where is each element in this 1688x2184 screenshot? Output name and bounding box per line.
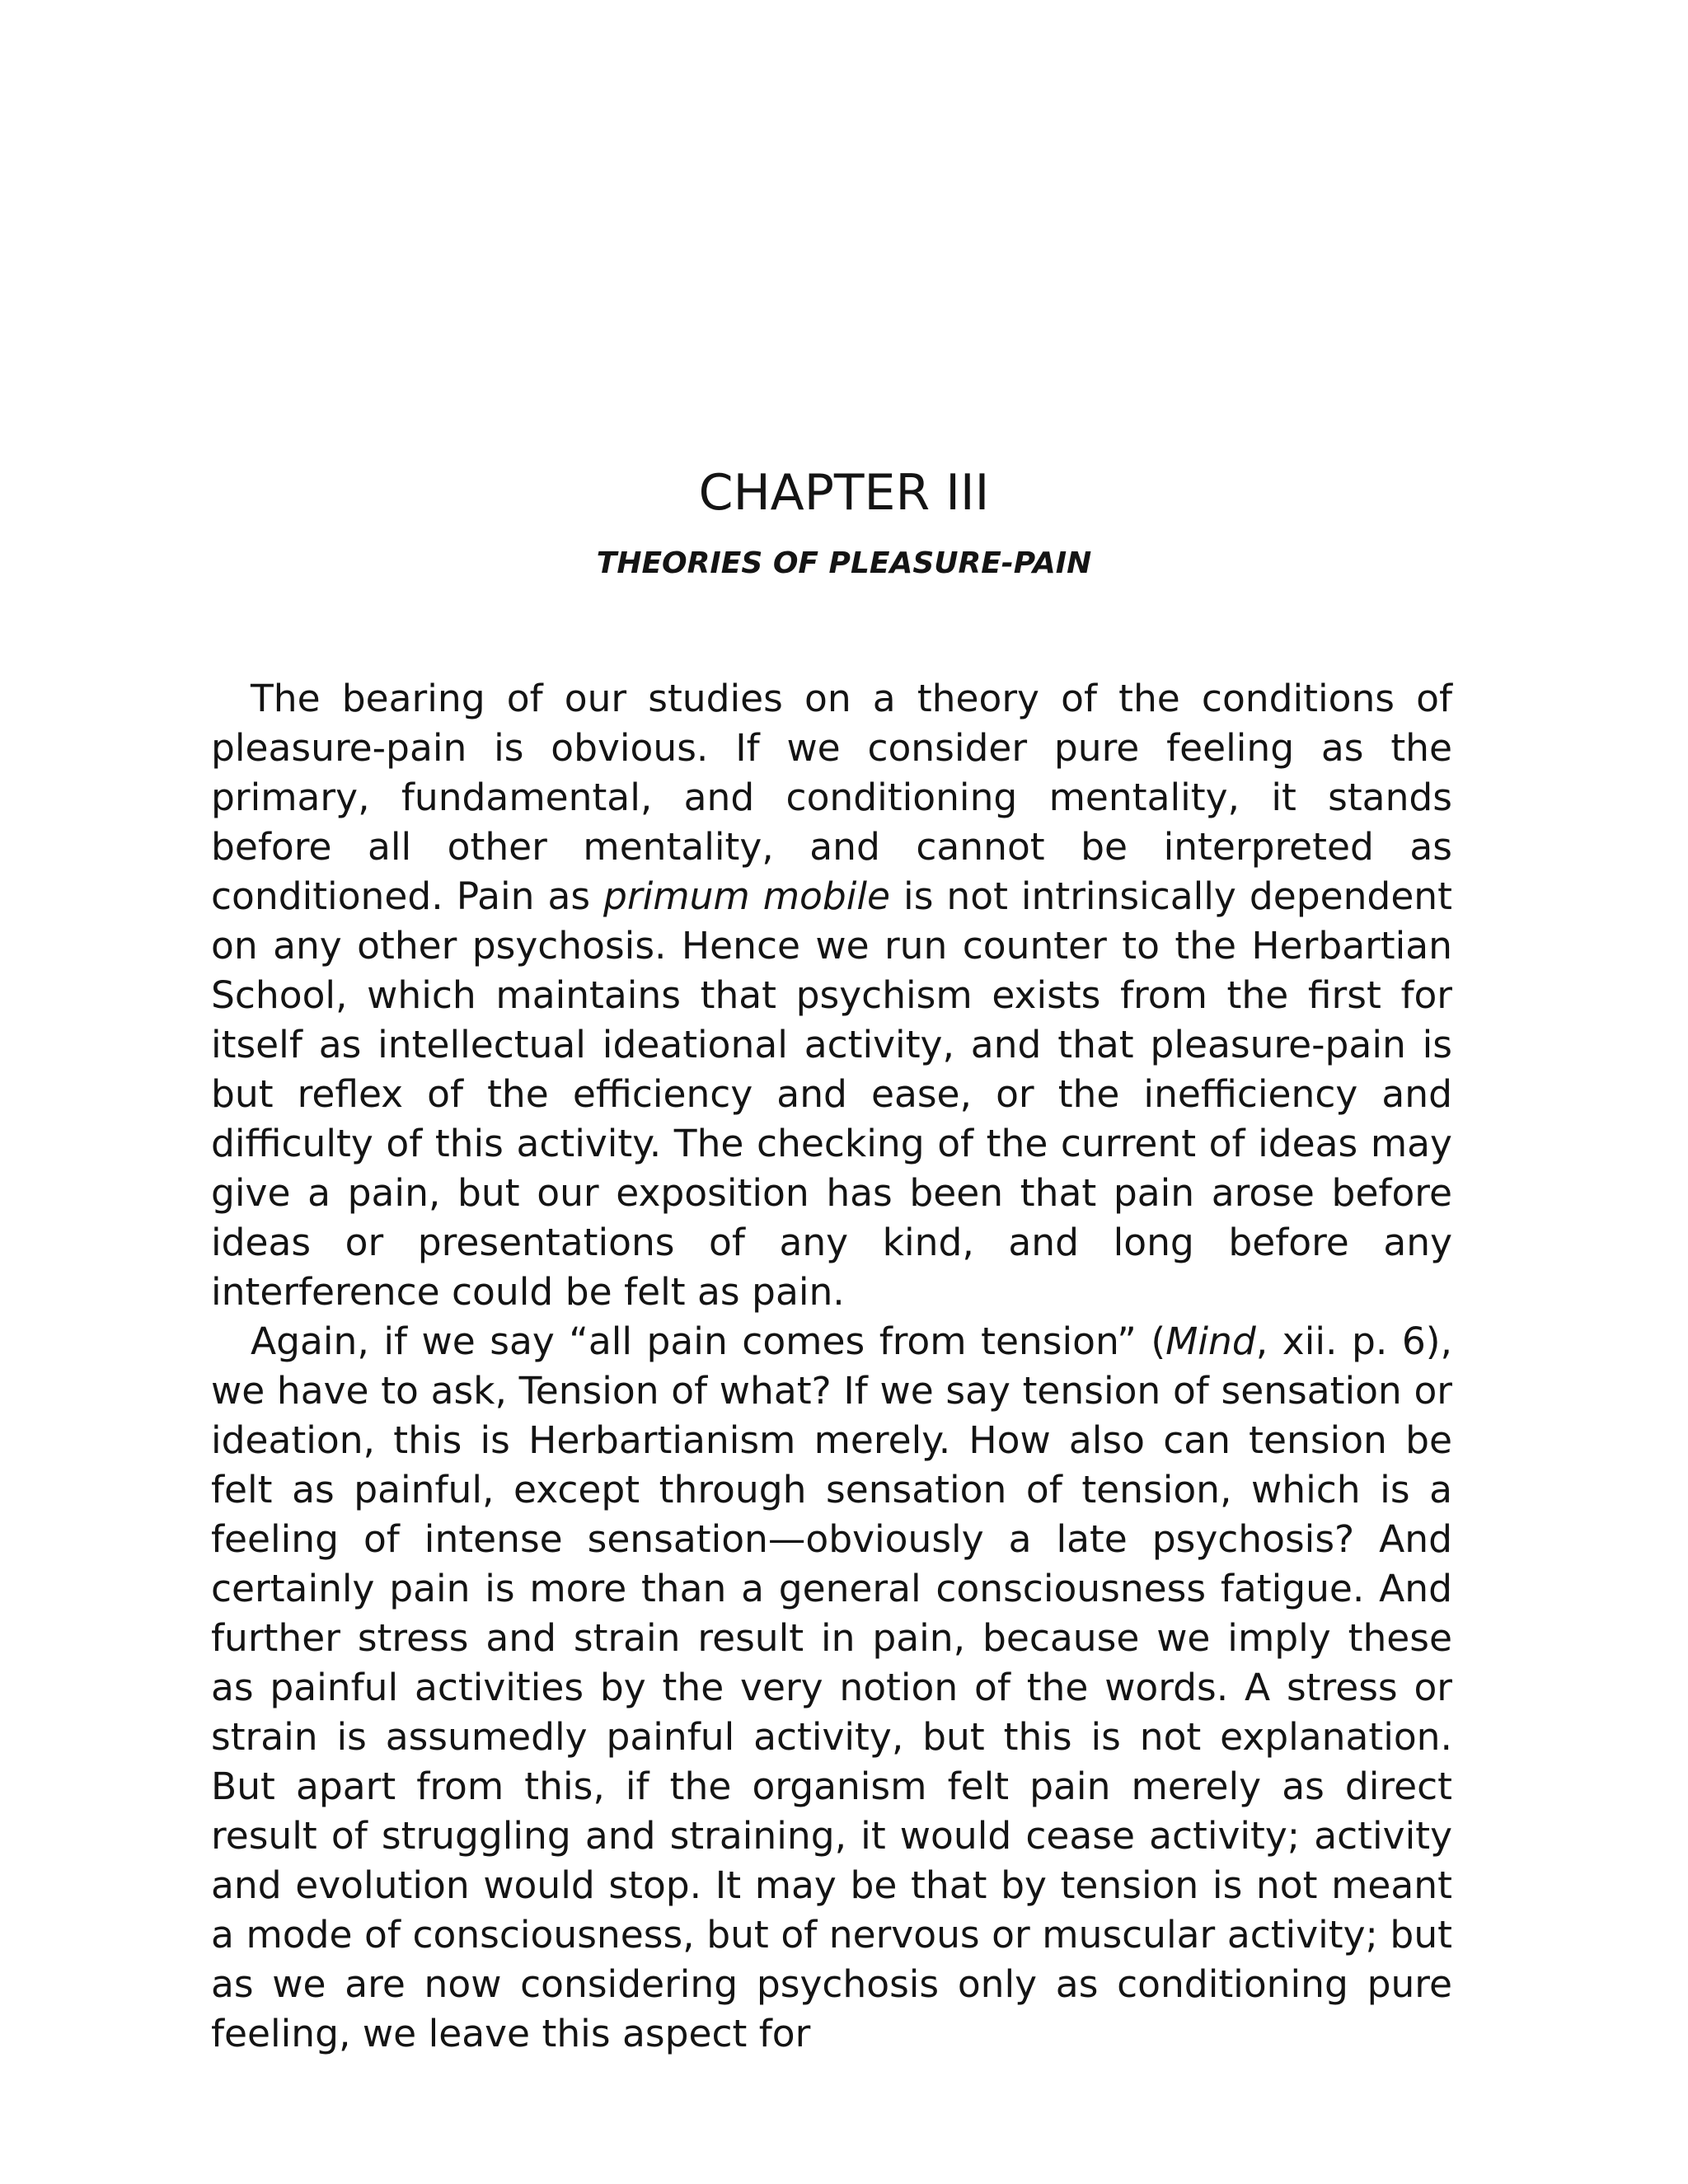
chapter-heading: CHAPTER III — [698, 464, 990, 522]
paragraph-1-italic-primum-mobile: primum mobile — [603, 874, 891, 918]
paragraph-2-text-b: , xii. p. 6), we have to ask, Tension of what? If we say tension of sensation or ideation, this is Herbartianism merely. How also can tension be felt as painful, except through sensation of tension, which is a feeling of intense sensation—obviously a late psychosis? And certainly pain is more than a general consciousness fatigue. And further stress and strain result in pain, because we imply these as painful activities by the very notion of the words. A stress or strain is assumedly painful activity, but this is not explanation. But apart from this, if the organism felt pain merely as direct result of struggling and straining, it would cease activity; activity and evolution would stop. It may be that by tension is not meant a mode of consciousness, but of nervous or muscular activity; but as we are now considering psychosis only as conditioning pure feeling, we leave this aspect for — [211, 1319, 1452, 2055]
chapter-subtitle: THEORIES OF PLEASURE-PAIN — [596, 546, 1092, 580]
paragraph-1 — [211, 674, 1452, 1317]
chapter-body — [211, 674, 1452, 2059]
paragraph-2-text-a: Again, if we say “all pain comes from tension” ( — [251, 1319, 1166, 1363]
paragraph-2-italic-mind: Mind — [1165, 1319, 1256, 1363]
paragraph-1-text-b: is not intrinsically dependent on any other psychosis. Hence we run counter to the Herbartian School, which maintains that psychism exists from the first for itself as intellectual ideational activity, and that pleasure-pain is but reflex of the efficiency and ease, or the inefficiency and difficulty of this activity. The checking of the current of ideas may give a pain, but our exposition has been that pain arose before ideas or presentations of any kind, and long before any interference could be felt as pain. — [211, 874, 1452, 1314]
paragraph-1-text-a: The bearing of our studies on a theory of the conditions of pleasure-pain is obvious. If we consider pure feeling as the primary, fundamental, and conditioning mentality, it stands before all other mentality, and cannot be interpreted as conditioned. Pain as — [211, 677, 1452, 918]
paragraph-2 — [211, 1317, 1452, 2059]
